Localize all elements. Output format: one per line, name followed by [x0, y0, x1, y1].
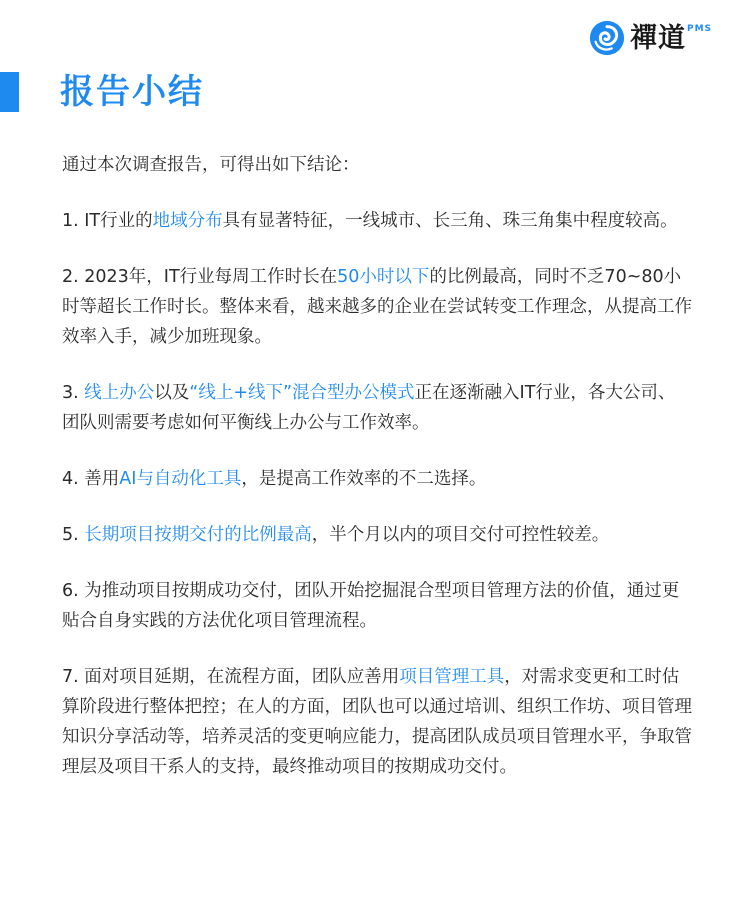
body-text: 2. 2023年，IT行业每周工作时长在 [62, 267, 338, 287]
highlight-text: “线上+线下”混合型办公模式 [189, 383, 415, 403]
highlight-text: 长期项目按期交付的比例最高 [84, 525, 312, 545]
page-title: 报告小结 [60, 72, 204, 112]
conclusion-item [62, 464, 692, 494]
body-text: 3. [62, 383, 85, 403]
highlight-text: 项目管理工具 [399, 667, 505, 687]
logo-swirl-icon [588, 19, 626, 57]
highlight-text: 50小时以下 [337, 267, 430, 287]
intro-text: 通过本次调查报告，可得出如下结论： [62, 155, 360, 175]
conclusion-item [62, 576, 692, 636]
highlight-text: 线上办公 [84, 383, 155, 403]
conclusion-item [62, 662, 692, 782]
conclusion-item [62, 378, 692, 438]
body-text: 的比例最高，同时不乏70~80小时等超长工作时长。整体来看，越来越多的企业在尝试转变工作理念，从提高工作效率入手，减少加班现象。 [62, 267, 692, 347]
conclusion-item [62, 520, 692, 550]
brand-logo [588, 18, 712, 58]
logo-wordmark: 禪道$^{PMS}$ [630, 22, 713, 54]
highlight-text: 地域分布 [152, 211, 223, 231]
conclusion-item [62, 206, 692, 236]
conclusion-list [62, 206, 692, 782]
conclusion-item [62, 262, 692, 352]
summary-content [62, 150, 692, 808]
body-text: ，半个月以内的项目交付可控性较差。 [311, 525, 610, 545]
title-accent-bar [0, 72, 19, 112]
body-text: ，对需求变更和工时估算阶段进行整体把控；在人的方面，团队也可以通过培训、组织工作坊、项目管理知识分享活动等，培养灵活的变更响应能力，提高团队成员项目管理水平，争取管理层及项目干系人的支持，最终推动项目的按期成功交付。 [62, 667, 692, 777]
body-text: 正在逐渐融入IT行业，各大公司、团队则需要考虑如何平衡线上办公与工作效率。 [62, 383, 676, 433]
highlight-text: AI与自动化工具 [119, 469, 242, 489]
body-text: 以及 [154, 383, 190, 403]
body-text: 6. 为推动项目按期成功交付，团队开始挖掘混合型项目管理方法的价值，通过更贴合自身实践的方法优化项目管理流程。 [62, 581, 680, 631]
body-text: 4. 善用 [62, 469, 120, 489]
body-text: 1. IT行业的 [62, 211, 153, 231]
body-text: 7. 面对项目延期，在流程方面，团队应善用 [62, 667, 400, 687]
body-text: 5. [62, 525, 85, 545]
body-text: 具有显著特征，一线城市、长三角、珠三角集中程度较高。 [222, 211, 678, 231]
body-text: ，是提高工作效率的不二选择。 [241, 469, 487, 489]
